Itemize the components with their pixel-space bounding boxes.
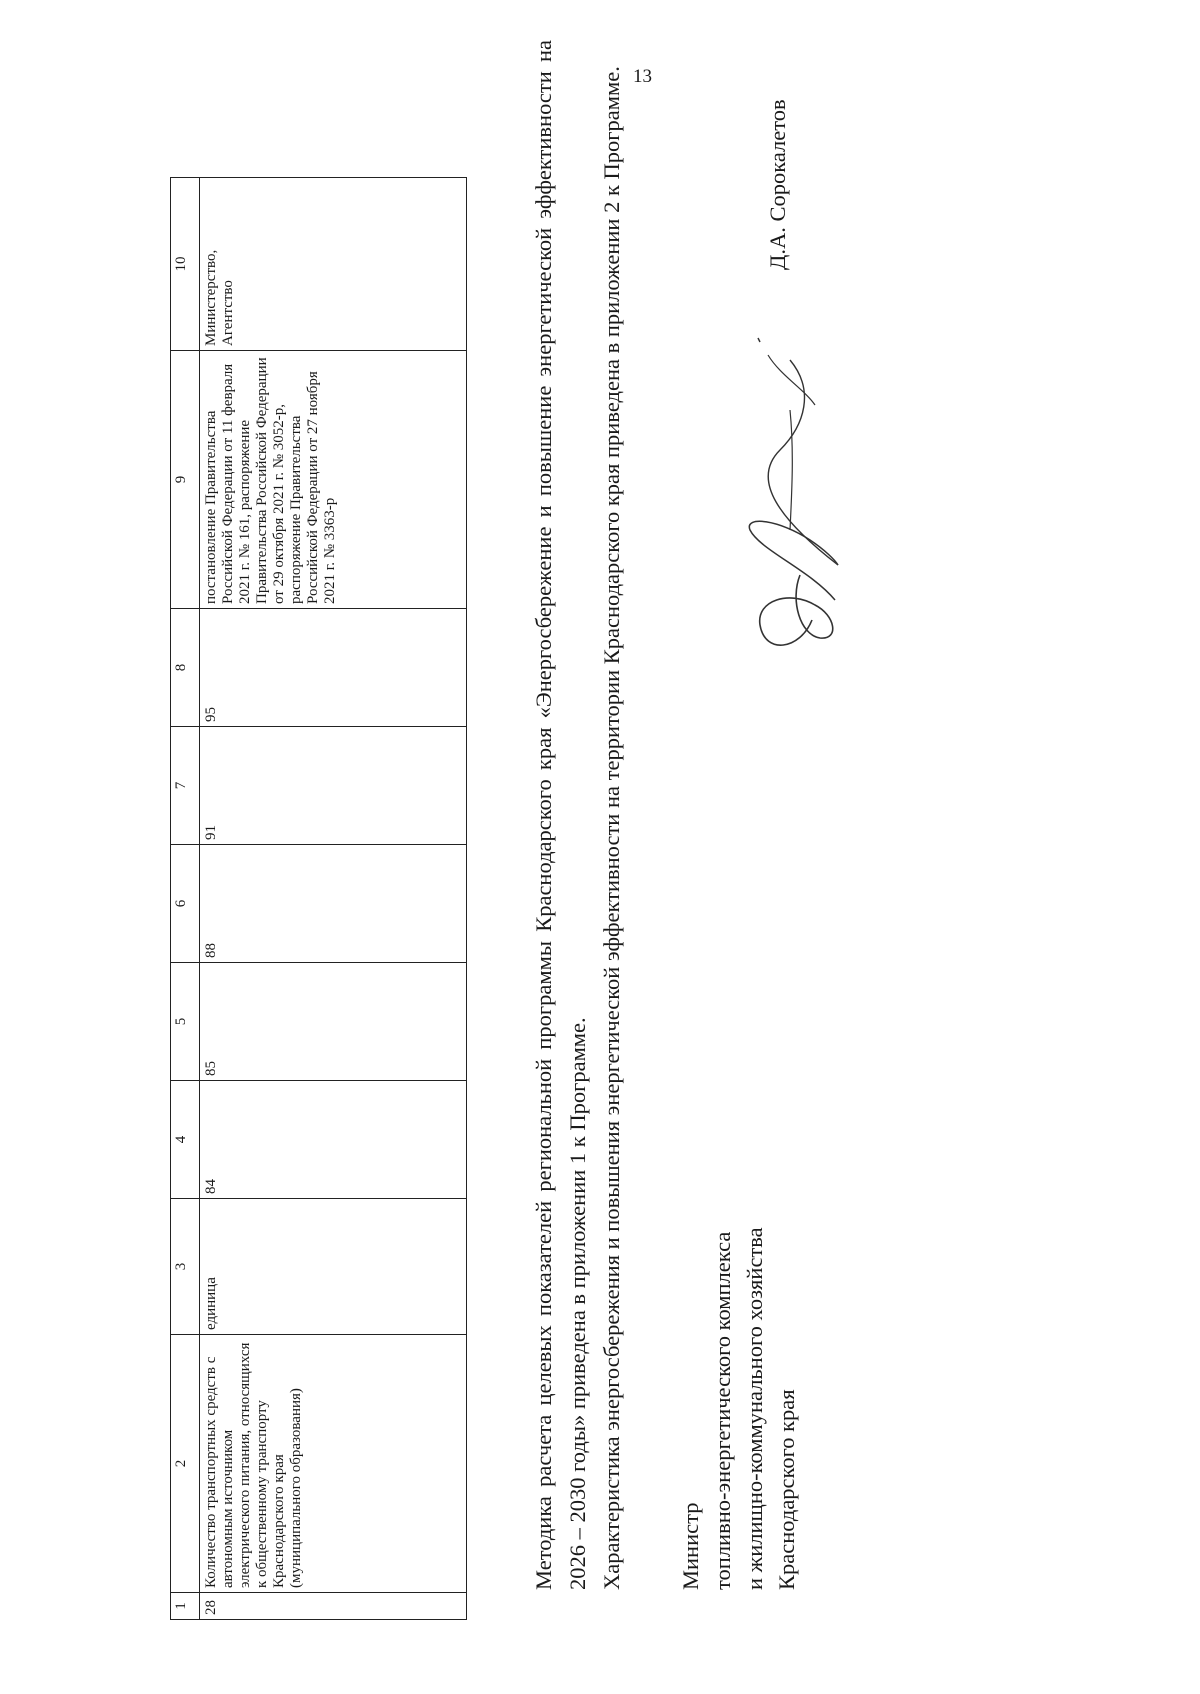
signer-title-line: топливно-энергетического комплекса bbox=[710, 1231, 735, 1590]
value-col-5: 85 bbox=[200, 963, 467, 1081]
header-cell: 6 bbox=[171, 845, 200, 963]
value-col-6: 88 bbox=[200, 845, 467, 963]
paragraph-characteristics: Характеристика энергосбережения и повышения энергетической эффективности на территории Краснодарского края приведена в приложении 2 к Программе. bbox=[599, 66, 624, 1590]
body-text bbox=[527, 40, 629, 1590]
header-cell: 4 bbox=[171, 1081, 200, 1199]
signer-name: Д.А. Сорокалетов bbox=[765, 99, 790, 270]
indicator-name: Количество транспортных средств с автономным источником электрического питания, относящихся к общественному транспорту Краснодарского края (муниципального образования) bbox=[200, 1335, 467, 1593]
responsible-body: Министерство, Агентство bbox=[200, 178, 467, 351]
signer-title bbox=[675, 1227, 803, 1590]
header-cell: 9 bbox=[171, 351, 200, 609]
signature-block bbox=[675, 40, 825, 1590]
table-row bbox=[200, 178, 467, 1620]
header-cell: 5 bbox=[171, 963, 200, 1081]
header-cell: 10 bbox=[171, 178, 200, 351]
value-col-4: 84 bbox=[200, 1081, 467, 1199]
rotated-page-content bbox=[170, 40, 830, 1620]
signer-title-line: Краснодарского края bbox=[774, 1389, 799, 1590]
paragraph-methodology: Методика расчета целевых показателей региональной программы Краснодарского края «Энергосбережение и повышение энергетической эффективности на 2026 – 2030 годы» приведена в приложении 1 к Программе. bbox=[531, 40, 590, 1590]
header-cell: 7 bbox=[171, 727, 200, 845]
header-cell: 2 bbox=[171, 1335, 200, 1593]
signer-title-line: Министр bbox=[678, 1502, 703, 1590]
header-cell: 1 bbox=[171, 1593, 200, 1620]
signer-title-line: и жилищно-коммунального хозяйства bbox=[742, 1227, 767, 1590]
row-number: 28 bbox=[200, 1593, 467, 1620]
handwritten-signature bbox=[720, 320, 855, 660]
indicators-table bbox=[170, 177, 467, 1620]
page-number: 13 bbox=[633, 66, 652, 87]
value-col-7: 91 bbox=[200, 727, 467, 845]
legal-basis: постановление Правительства Российской Федерации от 11 февраля 2021 г. № 161, распоряжение Правительства Российской Федерации от 29 октября 2021 г. № 3052-р, распоряжение Правительства Российской Федерации от 27 ноября 2021 г. № 3363-р bbox=[200, 351, 467, 609]
header-cell: 8 bbox=[171, 609, 200, 727]
unit-of-measure: единица bbox=[200, 1199, 467, 1335]
value-col-8: 95 bbox=[200, 609, 467, 727]
table-header-row bbox=[171, 178, 200, 1620]
header-cell: 3 bbox=[171, 1199, 200, 1335]
